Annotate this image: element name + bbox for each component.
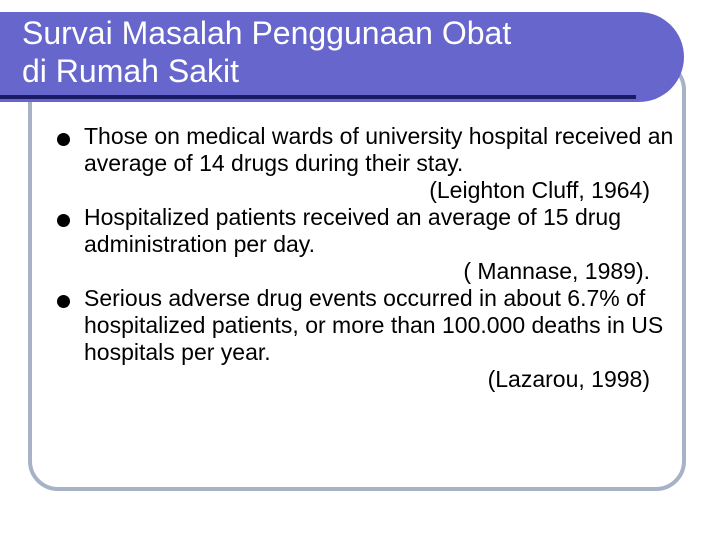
bullet-list [60,123,680,393]
bullet-dot-icon [57,133,70,146]
bullet-citation: ( Mannase, 1989). [463,258,650,284]
bullet-citation: (Lazarou, 1998) [487,366,650,392]
bullet-dot-icon [57,295,70,308]
bullet-text: Hospitalized patients received an average of 15 drug administration per day. [84,204,622,257]
bullet-item [60,123,680,204]
bullet-text: Serious adverse drug events occurred in about 6.7% of hospitalized patients, or more than 100.000 deaths in US hospitals per year. [84,285,664,365]
slide-title: Survai Masalah Penggunaan Obat di Rumah Sakit [22,15,512,89]
title-underline [0,95,636,99]
bullet-citation: (Leighton Cluff, 1964) [429,177,650,203]
bullet-item [60,204,680,285]
bullet-text: Those on medical wards of university hospital received an average of 14 drugs during their stay. [84,123,674,176]
bullet-item [60,285,680,393]
bullet-dot-icon [57,214,70,227]
